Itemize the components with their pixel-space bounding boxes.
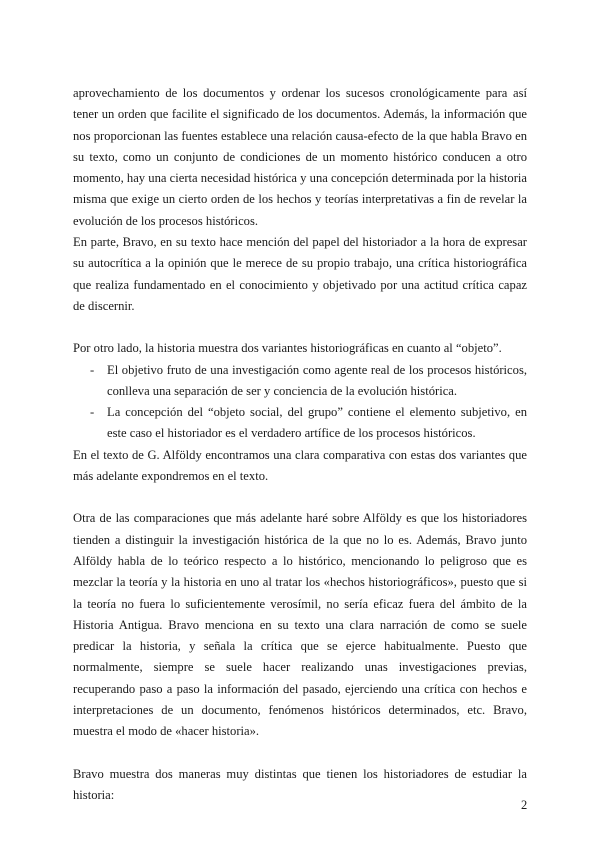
bullet-dash: - (90, 362, 95, 377)
paragraph-6: Bravo muestra dos maneras muy distintas que tienen los historiadores de estudiar la historia: (73, 766, 527, 802)
page-number: 2 (521, 798, 528, 812)
paragraph-1: aprovechamiento de los documentos y ordenar los sucesos cronológicamente para así tener un orden que facilite el significado de los documentos. Además, la información que nos proporcionan las fuentes establece una relación causa-efecto de la que habla Bravo en su texto, como un conjunto de condiciones de un momento histórico conducen a otro momento, hay una cierta necesidad histórica y una concepción determinada por la historia misma que exige un cierto orden de los hechos y teorías interpretativas a fin de revelar la evolución de los procesos históricos. (73, 86, 527, 228)
bullet-text: El objetivo fruto de una investigación como agente real de los procesos históricos, conlleva una separación de ser y conciencia de la evolución histórica. (107, 362, 527, 398)
paragraph-spacer (73, 743, 527, 764)
paragraph-spacer (73, 487, 527, 508)
bullet-dash: - (90, 405, 95, 420)
paragraph-5: Otra de las comparaciones que más adelante haré sobre Alföldy es que los historiadores tienden a distinguir la investigación histórica de la que no lo es. Además, Bravo junto Alföldy habla de lo teórico respecto a lo histórico, mencionando lo peligroso que es mezclar la teoría y la historia en uno al tratar los «hechos historiográficos», puesto que si la teoría no fuera lo suficientemente verosímil, no sería eficaz fuera del ámbito de la Historia Antigua. Bravo menciona en su texto una clara narración de como se suele predicar la historia, y señala la crítica que se ejerce habitualmente. Puesto que normalmente, siempre se suele hacer realizando unas investigaciones previas, recuperando paso a paso la información del pasado, ejerciendo una crítica con hechos e interpretaciones de un documento, fenómenos históricos determinados, etc. Bravo, muestra el modo de «hacer historia». (73, 511, 527, 739)
paragraph-3: Por otro lado, la historia muestra dos variantes historiográficas en cuanto al “objeto”. (73, 341, 502, 356)
paragraph-4: En el texto de G. Alföldy encontramos una clara comparativa con estas dos variantes que más adelante expondremos en el texto. (73, 447, 527, 484)
paragraph-spacer (73, 317, 527, 338)
paragraph-2: En parte, Bravo, en su texto hace mención del papel del historiador a la hora de expresar su autocrítica a la opinión que le merece de su propio trabajo, una crítica historiográfica que realiza fundamentado en el conocimiento y objetivado por una actitud crítica capaz de discernir. (73, 235, 527, 313)
body-text (73, 83, 527, 806)
bullet-item-2 (73, 402, 527, 445)
bullet-list (73, 360, 527, 445)
bullet-text: La concepción del “objeto social, del grupo” contiene el elemento subjetivo, en este caso el historiador es el verdadero artífice de los procesos históricos. (107, 405, 527, 441)
bullet-item-1 (73, 360, 527, 403)
